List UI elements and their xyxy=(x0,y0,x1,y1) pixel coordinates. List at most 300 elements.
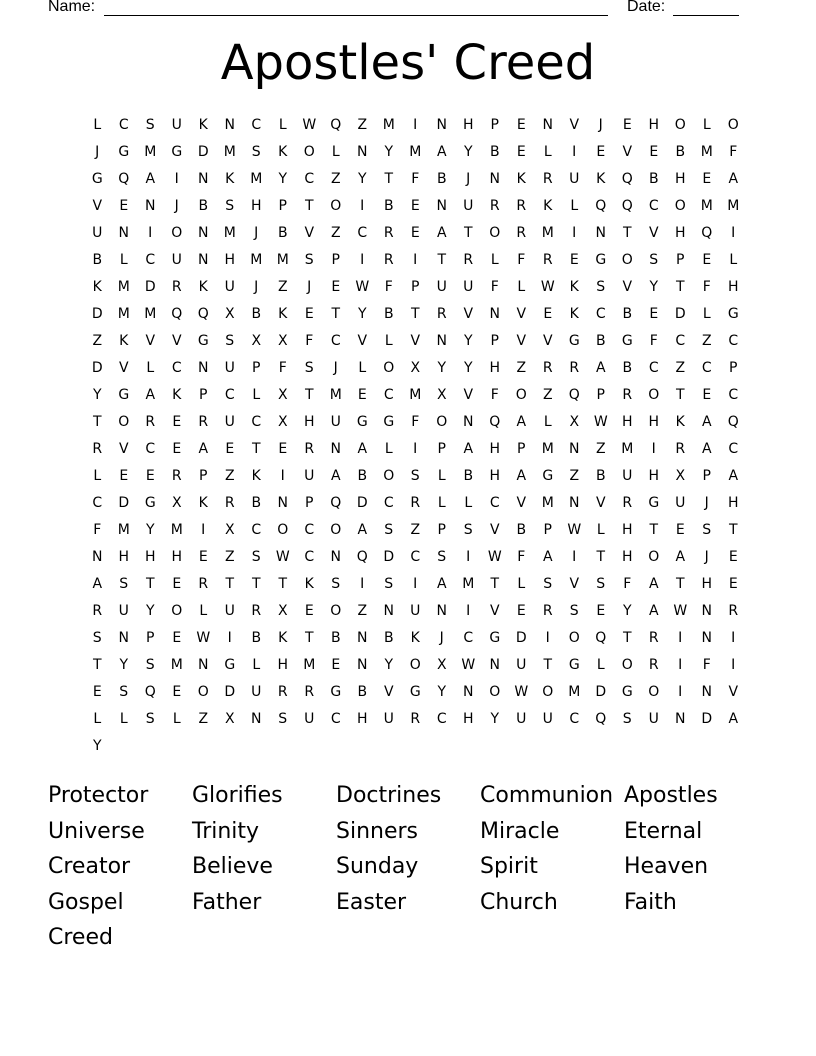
grid-letter: U xyxy=(118,603,129,619)
date-blank-line xyxy=(673,15,739,16)
grid-letter: H xyxy=(674,171,686,187)
grid-letter: N xyxy=(118,225,129,241)
grid-letter: Y xyxy=(278,171,288,187)
grid-letter: H xyxy=(489,441,501,457)
name-label: Name: xyxy=(48,0,96,15)
grid-letter: W xyxy=(302,117,317,133)
grid-letter: Y xyxy=(463,144,473,160)
grid-letter: S xyxy=(145,657,155,673)
grid-letter: A xyxy=(516,468,527,484)
grid-letter: I xyxy=(413,576,418,592)
word-list-item: Creator xyxy=(48,854,131,879)
grid-letter: N xyxy=(198,171,209,187)
grid-letter: L xyxy=(384,333,393,349)
grid-letter: W xyxy=(567,522,582,538)
grid-letter: L xyxy=(437,468,446,484)
grid-letter: H xyxy=(674,225,686,241)
grid-letter: R xyxy=(542,171,553,187)
grid-letter: Z xyxy=(277,279,288,295)
grid-letter: G xyxy=(648,495,660,511)
grid-letter: E xyxy=(119,468,129,484)
grid-letter: R xyxy=(436,306,447,322)
grid-letter: N xyxy=(436,603,447,619)
grid-letter: M xyxy=(144,306,157,322)
grid-letter: L xyxy=(331,144,340,160)
grid-letter: C xyxy=(648,360,659,376)
grid-letter: Z xyxy=(410,522,421,538)
grid-letter: Z xyxy=(542,387,553,403)
word-search-grid xyxy=(84,112,747,760)
grid-letter: M xyxy=(250,171,263,187)
grid-letter: C xyxy=(701,360,712,376)
grid-letter: H xyxy=(277,657,289,673)
grid-letter: B xyxy=(595,333,606,349)
grid-letter: E xyxy=(702,171,712,187)
grid-letter: Y xyxy=(649,279,659,295)
grid-letter: M xyxy=(541,495,554,511)
grid-letter: J xyxy=(333,360,338,376)
grid-letter: L xyxy=(119,252,128,268)
grid-letter: C xyxy=(436,711,447,727)
grid-letter: K xyxy=(304,576,314,592)
grid-letter: B xyxy=(277,225,288,241)
word-list-item: Miracle xyxy=(480,818,560,844)
grid-letter: J xyxy=(439,630,444,646)
grid-letter: T xyxy=(92,657,102,673)
grid-letter: O xyxy=(383,360,395,376)
word-list-item: Faith xyxy=(624,889,677,915)
grid-letter: V xyxy=(463,306,474,322)
word-list-item: Sinners xyxy=(336,818,419,844)
grid-letter: N xyxy=(489,657,500,673)
grid-letter: G xyxy=(144,495,156,511)
grid-letter: Y xyxy=(622,603,632,619)
grid-letter: W xyxy=(275,549,290,565)
grid-letter: T xyxy=(92,414,102,430)
grid-letter: P xyxy=(252,360,261,376)
grid-letter: B xyxy=(648,171,659,187)
grid-letter: K xyxy=(543,198,553,214)
grid-letter: Q xyxy=(197,306,209,322)
grid-letter: A xyxy=(648,576,659,592)
grid-letter: O xyxy=(568,630,580,646)
grid-letter: T xyxy=(331,306,341,322)
grid-letter: D xyxy=(515,630,527,646)
grid-letter: G xyxy=(409,684,421,700)
grid-letter: O xyxy=(674,117,686,133)
grid-letter: O xyxy=(330,603,342,619)
grid-letter: P xyxy=(676,252,685,268)
grid-letter: L xyxy=(596,522,605,538)
grid-letter: P xyxy=(729,360,738,376)
grid-letter: V xyxy=(145,333,156,349)
grid-letter: O xyxy=(277,522,289,538)
grid-letter: G xyxy=(91,171,103,187)
grid-letter: A xyxy=(436,576,447,592)
grid-letter: Y xyxy=(490,711,500,727)
grid-letter: O xyxy=(171,225,183,241)
grid-letter: H xyxy=(621,414,633,430)
grid-letter: E xyxy=(331,279,341,295)
grid-letter: S xyxy=(410,468,420,484)
grid-letter: I xyxy=(280,468,285,484)
grid-letter: E xyxy=(410,225,420,241)
grid-letter: L xyxy=(543,414,552,430)
grid-letter: H xyxy=(727,495,739,511)
grid-letter: U xyxy=(463,198,474,214)
grid-letter: Q xyxy=(489,414,501,430)
grid-letter: M xyxy=(223,144,236,160)
grid-letter: P xyxy=(278,198,287,214)
grid-letter: M xyxy=(700,198,713,214)
grid-letter: I xyxy=(651,441,656,457)
grid-letter: Q xyxy=(330,495,342,511)
grid-letter: N xyxy=(595,225,606,241)
grid-letter: I xyxy=(360,252,365,268)
grid-letter: V xyxy=(489,522,500,538)
grid-letter: X xyxy=(251,333,262,349)
grid-letter: V xyxy=(410,333,421,349)
grid-letter: E xyxy=(596,144,606,160)
grid-letter: N xyxy=(383,603,394,619)
grid-letter: G xyxy=(568,333,580,349)
grid-letter: I xyxy=(466,549,471,565)
grid-letter: M xyxy=(621,441,634,457)
grid-letter: B xyxy=(595,468,606,484)
grid-letter: T xyxy=(410,306,420,322)
grid-letter: F xyxy=(384,279,393,295)
grid-letter: H xyxy=(171,549,183,565)
grid-letter: Q xyxy=(595,630,607,646)
grid-letter: O xyxy=(727,117,739,133)
grid-letter: I xyxy=(678,657,683,673)
word-list-item: Protector xyxy=(48,783,149,808)
grid-letter: B xyxy=(251,495,262,511)
grid-letter: S xyxy=(251,144,261,160)
word-list-item: Eternal xyxy=(624,818,703,844)
grid-letter: X xyxy=(436,657,447,673)
grid-letter: A xyxy=(728,711,739,727)
grid-letter: O xyxy=(542,684,554,700)
grid-letter: E xyxy=(649,306,659,322)
grid-letter: G xyxy=(330,684,342,700)
grid-letter: X xyxy=(224,711,235,727)
grid-letter: Y xyxy=(357,171,367,187)
grid-letter: X xyxy=(277,603,288,619)
grid-letter: Z xyxy=(675,360,686,376)
grid-letter: R xyxy=(304,684,315,700)
grid-letter: S xyxy=(304,252,314,268)
grid-letter: U xyxy=(171,252,182,268)
grid-letter: C xyxy=(224,387,235,403)
grid-letter: P xyxy=(490,117,499,133)
grid-letter: B xyxy=(516,522,527,538)
grid-letter: X xyxy=(224,306,235,322)
grid-letter: L xyxy=(146,360,155,376)
grid-letter: D xyxy=(144,279,156,295)
grid-letter: L xyxy=(464,495,473,511)
grid-letter: A xyxy=(701,441,712,457)
grid-letter: R xyxy=(383,225,394,241)
grid-letter: K xyxy=(92,279,102,295)
grid-letter: T xyxy=(728,522,738,538)
grid-letter: C xyxy=(383,495,394,511)
grid-letter: P xyxy=(437,441,446,457)
grid-letter: X xyxy=(569,414,580,430)
grid-letter: M xyxy=(276,252,289,268)
grid-letter: R xyxy=(728,603,739,619)
grid-letter: A xyxy=(595,360,606,376)
grid-letter: A xyxy=(728,468,739,484)
grid-letter: E xyxy=(516,603,526,619)
grid-letter: L xyxy=(517,576,526,592)
grid-letter: C xyxy=(728,441,739,457)
grid-letter: U xyxy=(251,684,262,700)
grid-letter: A xyxy=(542,549,553,565)
grid-letter: Q xyxy=(701,225,713,241)
grid-letter: J xyxy=(307,279,312,295)
grid-letter: R xyxy=(145,414,156,430)
grid-letter: I xyxy=(545,630,550,646)
grid-letter: W xyxy=(514,684,529,700)
grid-letter: N xyxy=(92,549,103,565)
grid-letter: C xyxy=(304,522,315,538)
grid-letter: P xyxy=(596,387,605,403)
grid-letter: V xyxy=(569,117,580,133)
grid-letter: W xyxy=(487,549,502,565)
grid-letter: B xyxy=(436,171,447,187)
grid-letter: B xyxy=(383,630,394,646)
grid-letter: L xyxy=(358,360,367,376)
grid-letter: N xyxy=(198,225,209,241)
grid-letter: M xyxy=(541,225,554,241)
grid-letter: U xyxy=(224,279,235,295)
grid-letter: L xyxy=(199,603,208,619)
grid-letter: L xyxy=(93,117,102,133)
grid-letter: Q xyxy=(171,306,183,322)
grid-letter: N xyxy=(198,252,209,268)
grid-letter: B xyxy=(622,360,633,376)
grid-letter: E xyxy=(728,576,738,592)
grid-letter: I xyxy=(731,657,736,673)
grid-letter: D xyxy=(595,684,607,700)
grid-letter: O xyxy=(515,387,527,403)
grid-letter: R xyxy=(569,360,580,376)
grid-letter: E xyxy=(304,603,314,619)
grid-letter: Y xyxy=(384,657,394,673)
grid-letter: F xyxy=(702,279,711,295)
grid-letter: V xyxy=(383,684,394,700)
grid-letter: H xyxy=(462,711,474,727)
grid-letter: K xyxy=(198,279,208,295)
grid-letter: C xyxy=(595,306,606,322)
grid-letter: T xyxy=(543,657,553,673)
grid-letter: W xyxy=(461,657,476,673)
grid-letter: F xyxy=(729,144,738,160)
grid-letter: E xyxy=(304,306,314,322)
grid-letter: B xyxy=(251,630,262,646)
grid-letter: V xyxy=(92,198,103,214)
grid-letter: E xyxy=(278,441,288,457)
grid-letter: V xyxy=(304,225,315,241)
grid-letter: C xyxy=(118,117,129,133)
grid-letter: R xyxy=(542,603,553,619)
grid-letter: L xyxy=(252,657,261,673)
grid-letter: C xyxy=(92,495,103,511)
grid-letter: A xyxy=(701,414,712,430)
grid-letter: R xyxy=(622,387,633,403)
grid-letter: E xyxy=(702,387,712,403)
grid-letter: C xyxy=(410,549,421,565)
grid-letter: V xyxy=(489,603,500,619)
grid-letter: N xyxy=(463,414,474,430)
grid-letter: N xyxy=(145,198,156,214)
grid-letter: S xyxy=(622,711,632,727)
grid-letter: Y xyxy=(145,603,155,619)
grid-letter: E xyxy=(516,144,526,160)
grid-letter: O xyxy=(383,468,395,484)
grid-letter: P xyxy=(331,252,340,268)
grid-letter: I xyxy=(572,225,577,241)
grid-letter: N xyxy=(436,333,447,349)
grid-letter: X xyxy=(410,360,421,376)
grid-letter: B xyxy=(675,144,686,160)
grid-letter: O xyxy=(489,684,501,700)
grid-letter: R xyxy=(648,657,659,673)
grid-letter: N xyxy=(330,441,341,457)
grid-letter: N xyxy=(569,441,580,457)
grid-letter: Q xyxy=(595,198,607,214)
grid-letter: A xyxy=(516,414,527,430)
grid-letter: H xyxy=(118,549,130,565)
grid-letter: V xyxy=(569,576,580,592)
grid-letter: K xyxy=(278,144,288,160)
grid-letter: P xyxy=(199,387,208,403)
grid-letter: T xyxy=(649,522,659,538)
grid-letter: T xyxy=(225,576,235,592)
grid-letter: C xyxy=(463,630,474,646)
grid-letter: L xyxy=(517,279,526,295)
grid-letter: V xyxy=(595,495,606,511)
grid-letter: H xyxy=(701,576,713,592)
grid-letter: I xyxy=(360,198,365,214)
grid-letter: U xyxy=(675,495,686,511)
grid-letter: A xyxy=(648,603,659,619)
grid-letter: E xyxy=(119,198,129,214)
grid-letter: U xyxy=(224,603,235,619)
grid-letter: X xyxy=(277,387,288,403)
grid-letter: A xyxy=(728,171,739,187)
grid-letter: C xyxy=(145,252,156,268)
grid-letter: G xyxy=(621,333,633,349)
grid-letter: U xyxy=(330,414,341,430)
grid-letter: Z xyxy=(569,468,580,484)
grid-letter: W xyxy=(540,279,555,295)
grid-letter: T xyxy=(251,576,261,592)
word-list-item: Heaven xyxy=(624,854,709,879)
grid-letter: J xyxy=(704,495,709,511)
grid-letter: I xyxy=(201,522,206,538)
grid-letter: X xyxy=(277,414,288,430)
grid-letter: A xyxy=(145,387,156,403)
grid-letter: E xyxy=(172,414,182,430)
grid-letter: N xyxy=(118,630,129,646)
grid-letter: L xyxy=(702,306,711,322)
grid-letter: S xyxy=(225,198,235,214)
grid-letter: O xyxy=(118,414,130,430)
grid-letter: C xyxy=(251,117,262,133)
grid-letter: R xyxy=(675,441,686,457)
grid-letter: S xyxy=(596,576,606,592)
grid-letter: N xyxy=(436,117,447,133)
grid-letter: C xyxy=(383,387,394,403)
grid-letter: U xyxy=(224,414,235,430)
grid-letter: O xyxy=(330,522,342,538)
grid-letter: U xyxy=(648,711,659,727)
grid-letter: S xyxy=(384,576,394,592)
grid-letter: I xyxy=(413,117,418,133)
grid-letter: H xyxy=(250,198,262,214)
grid-letter: Z xyxy=(224,549,235,565)
grid-letter: L xyxy=(437,495,446,511)
grid-letter: N xyxy=(569,495,580,511)
grid-letter: O xyxy=(621,657,633,673)
grid-letter: V xyxy=(542,333,553,349)
grid-letter: R xyxy=(542,360,553,376)
grid-letter: G xyxy=(568,657,580,673)
grid-letter: A xyxy=(357,522,368,538)
grid-letter: E xyxy=(357,387,367,403)
grid-letter: O xyxy=(621,252,633,268)
grid-letter: H xyxy=(489,360,501,376)
grid-letter: Z xyxy=(330,171,341,187)
grid-letter: K xyxy=(198,495,208,511)
grid-letter: T xyxy=(251,441,261,457)
grid-letter: Q xyxy=(727,414,739,430)
grid-letter: E xyxy=(675,522,685,538)
grid-letter: V xyxy=(516,333,527,349)
grid-letter: R xyxy=(463,252,474,268)
grid-letter: W xyxy=(355,279,370,295)
grid-letter: S xyxy=(384,522,394,538)
grid-letter: S xyxy=(251,549,261,565)
grid-letter: Q xyxy=(356,549,368,565)
grid-letter: T xyxy=(675,387,685,403)
grid-letter: M xyxy=(462,576,475,592)
grid-letter: R xyxy=(304,441,315,457)
grid-letter: M xyxy=(250,252,263,268)
grid-letter: R xyxy=(410,495,421,511)
grid-letter: N xyxy=(330,549,341,565)
grid-letter: B xyxy=(357,468,368,484)
grid-letter: P xyxy=(517,441,526,457)
grid-letter: Q xyxy=(118,171,130,187)
grid-letter: U xyxy=(569,171,580,187)
grid-letter: N xyxy=(675,711,686,727)
grid-letter: L xyxy=(252,387,261,403)
word-list-item: Spirit xyxy=(480,854,538,879)
grid-letter: Q xyxy=(568,387,580,403)
grid-letter: D xyxy=(91,360,103,376)
grid-letter: L xyxy=(729,252,738,268)
grid-letter: E xyxy=(331,657,341,673)
grid-letter: R xyxy=(489,198,500,214)
grid-letter: Y xyxy=(437,360,447,376)
grid-letter: N xyxy=(436,198,447,214)
grid-letter: U xyxy=(383,711,394,727)
grid-letter: K xyxy=(675,414,685,430)
grid-letter: F xyxy=(411,414,420,430)
